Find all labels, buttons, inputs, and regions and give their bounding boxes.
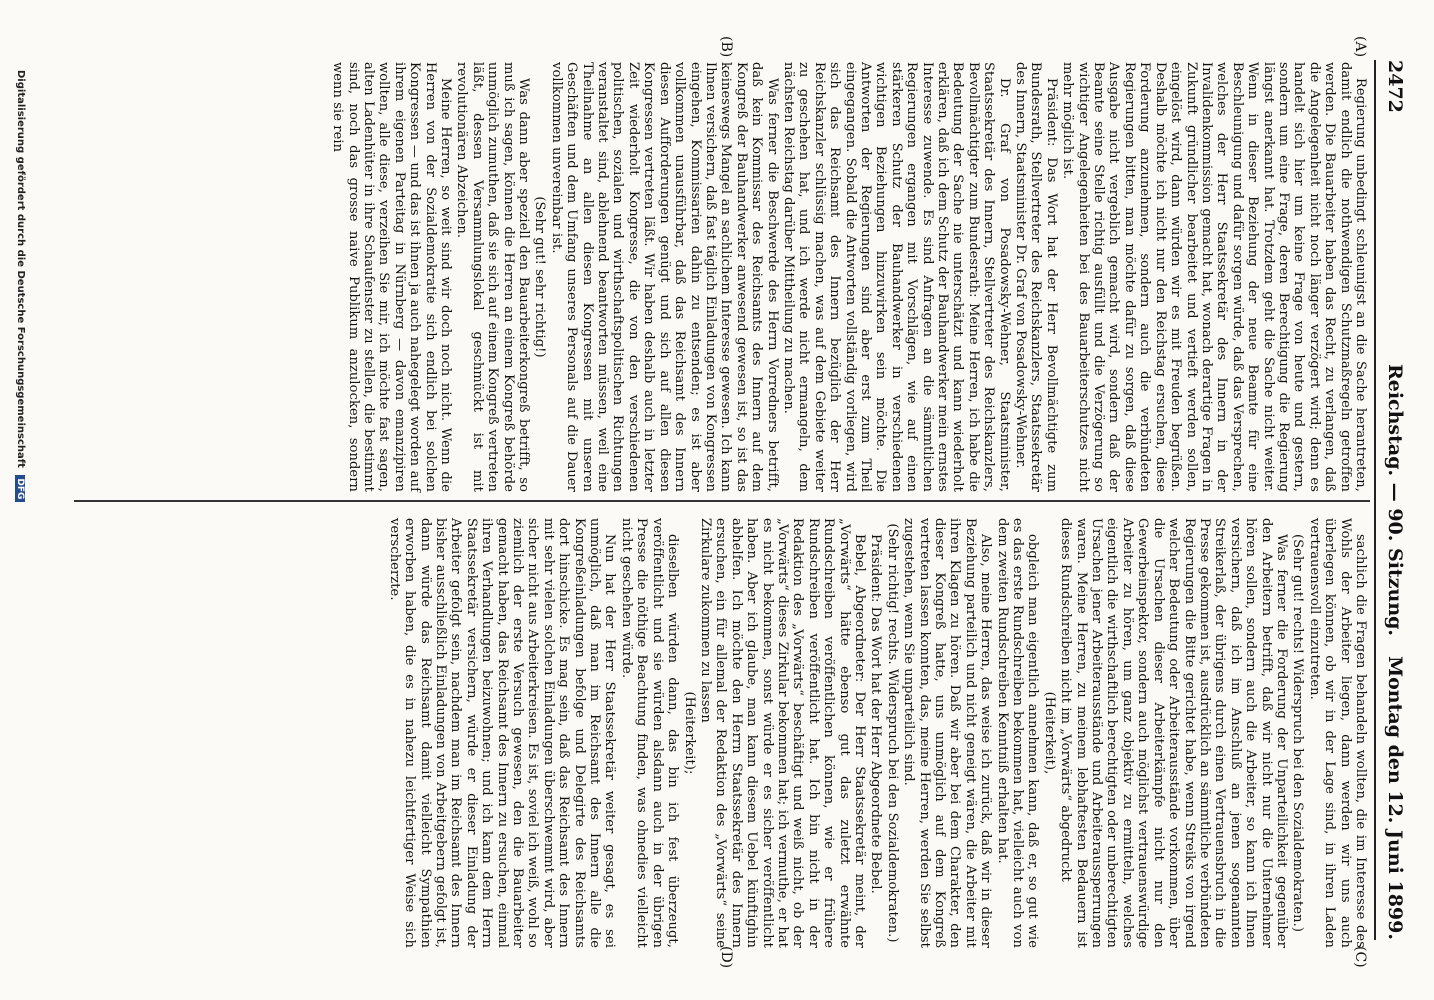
interjection: (Sehr gut! rechts! Widerspruch bei den Sozialdemokraten.) <box>1290 533 1306 933</box>
paragraph: Was dann aber speziell den Bauarbeiterkongreß betrifft, so muß ich sagen, können die Herren an einem Kongreß behörde unmöglich zumuthen, daß sie sich auf einem Kongreß vertreten läßt, dessen Versammlungslokal geschmückt ist mit revolutionären Abzeichen. <box>454 62 532 492</box>
paragraph: Präsident: Das Wort hat der Herr Bevollmächtigte zum Bundesrath, Stellvertreter des Reichskanzlers, Staatssekretär des Innern, Staatsminister Dr. Graf von Posadowsky-Wehner. <box>1013 62 1059 492</box>
paragraph: Also, meine Herren, das weise ich zurück, daß wir in dieser Beziehung parteilich und nicht geneigt wären, die Arbeiter mit ihren Klagen zu hören. Daß wir aber bei dem Charakter, den dieser Kongreß hatte, uns unmöglich auf dem Kongreß vertreten lassen konnten, das, meine Herren, werden Sie selbst zugestehen, wenn Sie unparteilich sind. <box>901 518 994 948</box>
paragraph: obgleich man eigentlich annehmen kann, daß er, so gut wie es das erste Rundschreiben bekommen hat, vielleicht auch von dem zweiten Rundschreiben Kenntniß erhalten hat. <box>994 518 1041 948</box>
footer-text: Digitalisierung gefördert durch die Deutsche Forschungsgemeinschaft <box>15 70 26 468</box>
margin-mark-a: (A) <box>1352 36 1368 58</box>
margin-mark-c: (C) <box>1352 946 1368 968</box>
paragraph: Was ferner die Beschwerde des Herrn Vorredners betrifft, daß kein Kommissar des Reichsamts des Innern auf dem Kongreß der Bauhandwerker anwesend gewesen ist, so ist das keineswegs Mangel an sachlichem Interesse gewesen. Ich kann Ihnen versichern, daß fast täglich Einladungen von Kongressen eingehen, Kommissarien dahin zu entsenden; es ist aber vollkommen unausführbar, daß das Reichsamt des Innern diesen Aufforderungen genügt und sich auf allen diesen Kongressen vertreten läßt. Wir haben deshalb auch in letzter Zeit wiederholt Kongresse, die von den verschiedenen politischen, sozialen und wirthschaftspolitischen Richtungen veranstaltet sind, ablehnend beantworten müssen, weil eine Theilnahme an allen diesen Kongressen mit unseren Geschäften und dem Umfang unseres Personals auf die Dauer vollkommen unvereinbar ist. <box>548 62 780 492</box>
margin-mark-d: (D) <box>718 946 734 969</box>
column-divider <box>74 500 1370 502</box>
digitization-footer <box>15 70 26 502</box>
header-rule <box>1374 60 1376 940</box>
left-column <box>329 62 1368 492</box>
interjection: (Heiterkeit), <box>1041 691 1057 775</box>
margin-mark-b: (B) <box>718 36 734 58</box>
page-number: 2472 <box>1384 60 1406 113</box>
paragraph: Bebel, Abgeordneter: Der Herr Staatssekretär meint, der „Vorwärts“ hätte ebenso gut das zuletzt erwähnte Rundschreiben veröffentlichen können, wie er frühere Rundschreiben veröffentlicht hat. Ich bin nicht in der Redaktion des „Vorwärts“ beschäftigt und weiß nicht, ob der „Vorwärts“ dieses Zirkular bekommen hat; ich vermuthe, er hat es nicht bekommen, sonst würde er es sicher veröffentlicht haben. Aber ich glaube, man kann diesem Uebel künftighin abhelfen. Ich möchte den Herrn Staatssekretär des Innern ersuchen, ein für allemal der Redaktion des „Vorwärts“ seine Zirkulare zukommen zu lassen <box>697 518 867 948</box>
interjection: (Sehr richtig! rechts. Widerspruch bei den Sozialdemokraten.) <box>884 523 900 943</box>
interjection: (Heiterkeit); <box>681 691 697 775</box>
page-title: Reichstag. — 90. Sitzung. <box>1384 363 1406 637</box>
paragraph: Dr. Graf von Posadowsky-Wehner, Staatsminister, Staatssekretär des Innern, Stellvertreter des Reichskanzlers, Bevollmächtigter zum Bundesrath: Meine Herren, ich habe die Bedeutung der Sache nie unterschätzt und kann wiederholt erklären, daß ich dem Schutz der Bauhandwerker mein ernstes Interesse zuwende. Es sind Anfragen an die sämmtlichen Regierungen ergangen mit Vorschlägen, wie auf einen stärkeren Schutz der Bauhandwerker in verschiedenen wichtigen Beziehungen hinzuwirken sein möchte. Die Antworten der Regierungen sind aber erst zum Theil eingegangen. Sobald die Antworten vollständig vorliegen, wird sich das Reichsamt des Innern bezüglich der Herr Reichskanzler schlüssig machen, was auf dem Gebiete weiter zu geschehen hat, und ich werde nicht ermangeln, dem nächsten Reichstag darüber Mittheilung zu machen. <box>780 62 1012 492</box>
paragraph: Präsident: Das Wort hat der Herr Abgeordnete Bebel. <box>868 534 884 894</box>
page-header <box>1378 60 1406 940</box>
dfg-logo: DFG <box>15 475 25 502</box>
paragraph: Was ferner die Forderung der Unparteilichkeit gegenüber den Arbeitern betrifft, daß wir nicht nur die Unternehmer hören sollen, sondern auch die Arbeiter, so kann ich Ihnen versichern, daß ich im Anschluß an jenen sogenannten Streikerlaß, der übrigens durch einen Vertrauensbruch in die Presse gekommen ist, ausdrücklich an sämmtliche verbündeten Regierungen die Bitte gerichtet habe, wenn Streiks von irgend welcher Bedeutung oder Arbeiterausstände vorkommen, über die Ursachen dieser Arbeiterkämpfe nicht nur den Gewerbeinspektor, sondern auch möglichst vertrauenswürdige Arbeiter zu hören, um ganz objektiv zu ermitteln, welches eigentlich die wirthschaftlich berechtigten oder unberechtigten Ursachen jener Arbeiterausstände und Arbeiteraussperrungen waren. Meine Herren, zu meinem lebhaftesten Bedauern ist dieses Rundschreiben nicht im „Vorwärts“ abgedruckt <box>1058 518 1289 948</box>
paragraph: Nun hat der Herr Staatssekretär weiter gesagt, es sei unmöglich, daß man im Reichsamt des Innern alle die Kongreßeinladungen befolge und Delegirte des Reichsamts dort hinschicke. Es mag sein, daß das Reichsamt des Innern mit sehr vielen solchen Einladungen überschwemmt wird, aber sicher nicht aus Arbeiterkreisen. Es ist, soviel ich weiß, wohl so ziemlich der erste Versuch gewesen, den die Bauarbeiter gemacht haben, das Reichsamt des Innern zu ersuchen, einmal ihren Verhandlungen beizuwohnen; und ich kann dem Herrn Staatssekretär versichern, würde er dieser Einladung der Arbeiter gefolgt sein, nachdem man im Reichsamt des Innern bisher ausschließlich Einladungen von Arbeitgebern gefolgt ist, dann würde das Reichsamt damit vielleicht Sympathien erworben haben, die es in nahezu leichtfertiger Weise sich verscherzte. <box>386 518 618 948</box>
interjection: (Sehr gut! sehr richtig!) <box>532 196 548 358</box>
page-date: Montag den 12. Juni 1899. <box>1384 656 1406 940</box>
paragraph: sachlich die Fragen behandeln wollten, die im Interesse des Wohls der Arbeiter liegen, dann werden wir uns auch überlegen können, ob wir in der Lage sind, in ihren Laden vertrauensvoll einzutreten. <box>1306 518 1368 948</box>
paragraph: dieselben würden dann, das bin ich fest überzeugt, veröffentlicht und sie würden alsdann auch in der übrigen Presse die nöthige Beachtung finden, was ohnedies vielleicht nicht geschehen würde. <box>618 518 681 948</box>
paragraph: Meine Herren, so weit sind wir doch noch nicht. Wenn die Herren von der Sozialdemokratie sich endlich bei solchen Kongressen — und das ist ihnen ja auch nahegelegt worden auf ihrem eigenen Parteitag in Nürnberg — davon emanzipiren wollten, alle diese, verzeihen Sie mir, ich möchte fast sagen, alten Ladenhüter in ihre Schaufenster zu stellen, die bestimmt sind, noch das grosse naive Publikum anzulocken, sondern wenn sie rein <box>330 62 454 492</box>
paragraph: Regierung unbedingt schleunigst an die Sache herantreten, damit endlich die nothwendigen Schutzmaßregeln getroffen werden. Die Bauarbeiter haben das Recht, zu verlangen, daß die Angelegenheit nicht noch länger verzögert wird; denn es handelt sich hier um keine Frage von heute und gestern, sondern um eine Frage, deren Berechtigung die Regierung längst anerkannt hat. Trotzdem geht die Sache nicht weiter. Wenn in dieser Beziehung der neue Beamte für eine Beschleunigung und dafür sorgen würde, daß das Versprechen, welches der Herr Staatssekretär des Innern in der Invalidenkommission gemacht hat, wonach derartige Fragen in Zukunft gründlicher bearbeitet und vertieft werden sollen, eingelöst wird, dann würden wir es mit Freuden begrüßen. Deshalb möchte ich nicht nur den Reichstag ersuchen, diese Forderung anzunehmen, sondern auch die verbündeten Regierungen bitten, man möchte dafür zu sorgen, daß diese Ausgabe nicht vergeblich gemacht wird, sondern daß der Beamte seine Stelle richtig ausfüllt und die Verzögerung so wichtiger Angelegenheiten bei des Bauarbeiterschutzes nicht mehr möglich ist. <box>1060 62 1368 492</box>
right-column <box>385 518 1368 948</box>
